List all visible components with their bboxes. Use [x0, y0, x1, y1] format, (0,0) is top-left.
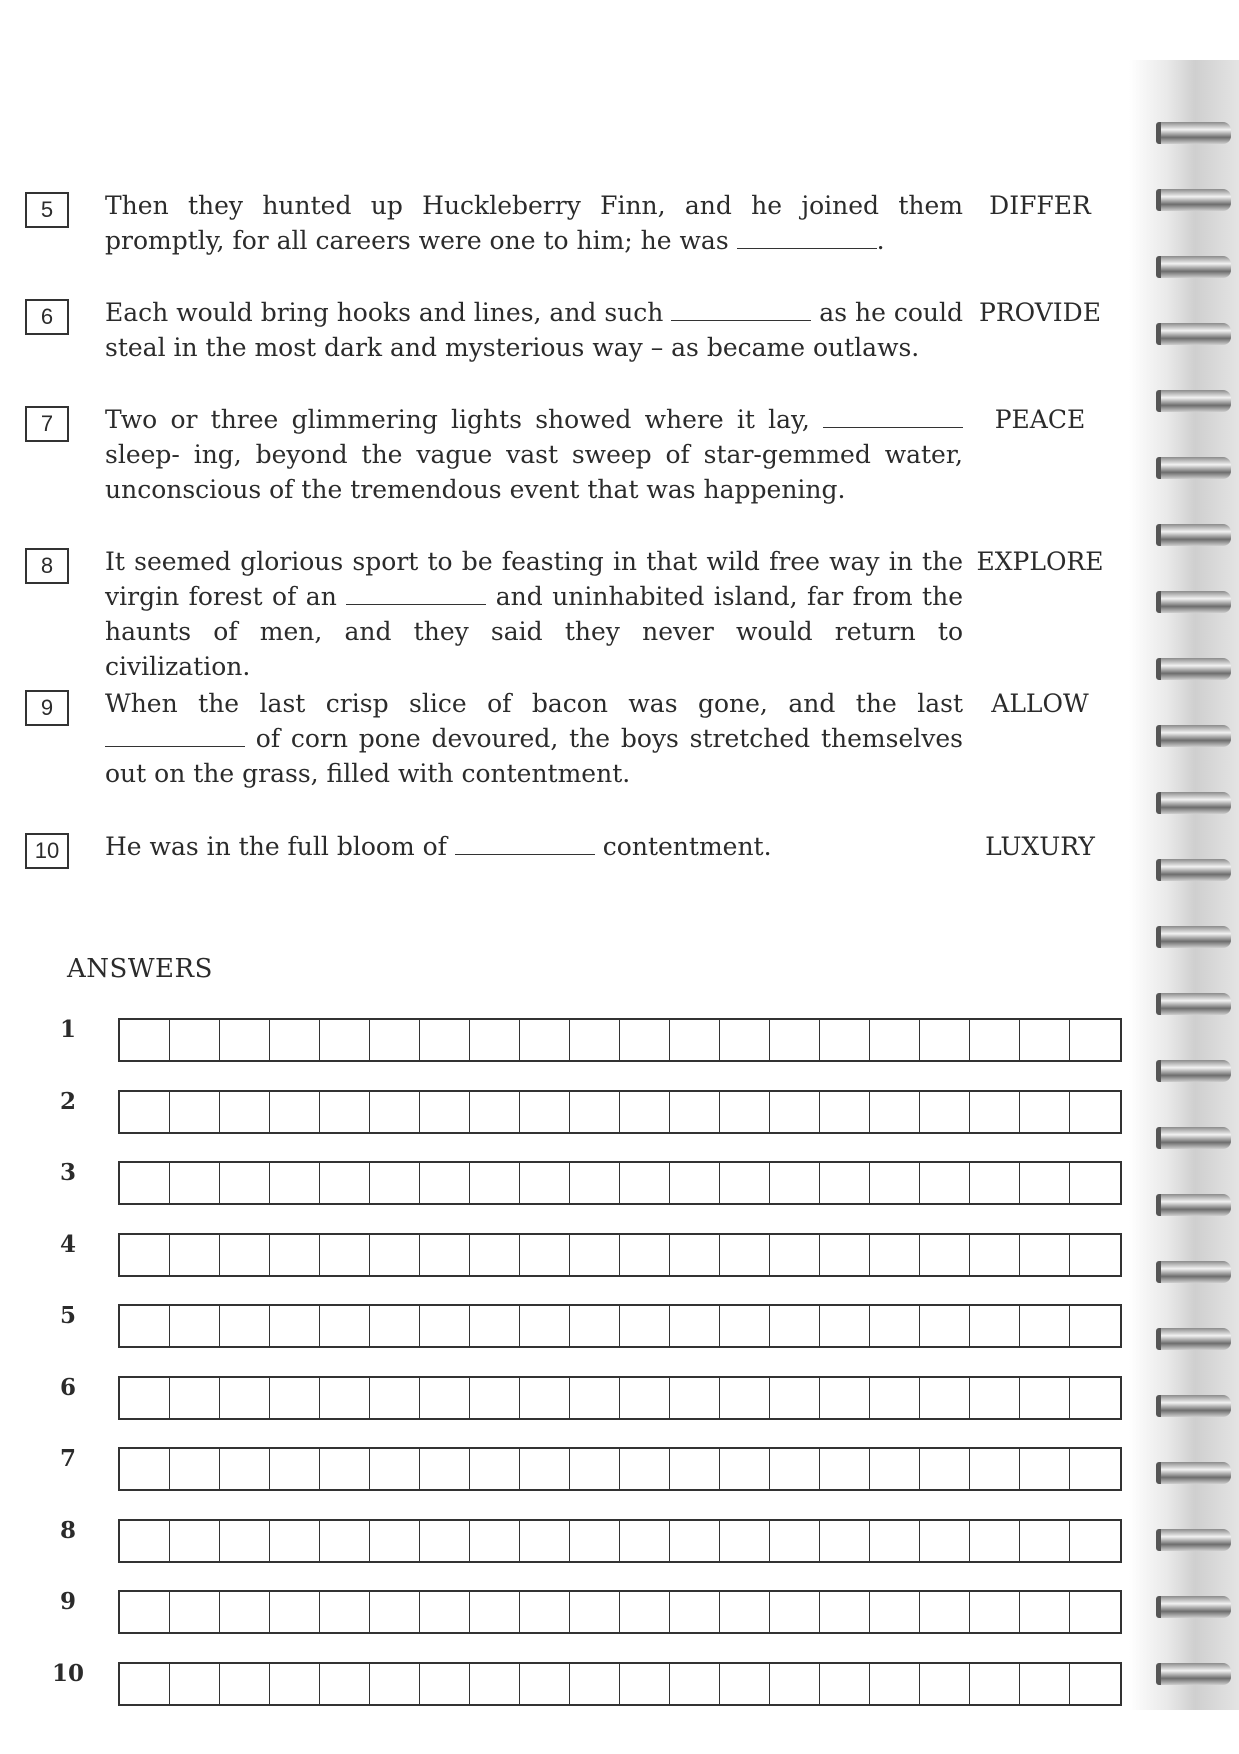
answer-boxes — [118, 1447, 1122, 1491]
answer-cell[interactable] — [420, 1020, 470, 1060]
answer-cell[interactable] — [1020, 1163, 1070, 1203]
answer-cell[interactable] — [120, 1163, 170, 1203]
answer-cell[interactable] — [920, 1449, 970, 1489]
answer-cell[interactable] — [170, 1378, 220, 1418]
answer-cell[interactable] — [570, 1092, 620, 1132]
spiral-coil — [1156, 122, 1231, 144]
answer-cell[interactable] — [920, 1378, 970, 1418]
question-text — [105, 295, 963, 365]
answer-cell[interactable] — [120, 1521, 170, 1561]
answer-cell[interactable] — [670, 1092, 720, 1132]
answer-row — [50, 1516, 1130, 1565]
text-before-blank: Each would bring hooks and lines, and such — [105, 298, 672, 327]
keyword: PEACE — [994, 405, 1086, 434]
answer-cell[interactable] — [120, 1092, 170, 1132]
answer-cell[interactable] — [920, 1521, 970, 1561]
answer-cell[interactable] — [770, 1306, 820, 1346]
answer-cell[interactable] — [820, 1521, 870, 1561]
answer-cell[interactable] — [520, 1664, 570, 1704]
answer-cell[interactable] — [1020, 1449, 1070, 1489]
keyword: ALLOW — [991, 689, 1089, 718]
answer-cell[interactable] — [370, 1378, 420, 1418]
answer-cell[interactable] — [270, 1592, 320, 1632]
answer-cell[interactable] — [570, 1163, 620, 1203]
spiral-coil — [1156, 390, 1231, 412]
answer-cell[interactable] — [470, 1592, 520, 1632]
answer-cell[interactable] — [570, 1235, 620, 1275]
answer-cell[interactable] — [570, 1521, 620, 1561]
text-before-blank: Then they hunted up Huckleberry Finn, and he joined them promptly, for all careers were one to him; he was — [105, 191, 963, 255]
answer-cell[interactable] — [770, 1235, 820, 1275]
answer-cell[interactable] — [470, 1306, 520, 1346]
answer-cell[interactable] — [720, 1163, 770, 1203]
answer-blank[interactable] — [455, 832, 595, 855]
answer-cell[interactable] — [520, 1235, 570, 1275]
answer-cell[interactable] — [220, 1163, 270, 1203]
answer-cell[interactable] — [670, 1306, 720, 1346]
answer-cell[interactable] — [820, 1664, 870, 1704]
answer-cell[interactable] — [520, 1592, 570, 1632]
answer-cell[interactable] — [320, 1092, 370, 1132]
text-after-blank: contentment. — [594, 832, 772, 861]
answer-cell[interactable] — [670, 1449, 720, 1489]
answer-cell[interactable] — [1070, 1521, 1120, 1561]
answer-cell[interactable] — [620, 1378, 670, 1418]
answer-cell[interactable] — [770, 1378, 820, 1418]
answer-cell[interactable] — [1020, 1235, 1070, 1275]
answer-cell[interactable] — [420, 1092, 470, 1132]
answer-cell[interactable] — [120, 1306, 170, 1346]
spiral-coil — [1156, 591, 1231, 613]
spiral-coil — [1156, 1663, 1231, 1685]
answer-cell[interactable] — [270, 1306, 320, 1346]
answer-row-number: 6 — [59, 1373, 76, 1401]
answer-cell[interactable] — [170, 1163, 220, 1203]
answer-blank[interactable] — [737, 226, 877, 249]
answer-row — [50, 1373, 1130, 1422]
answer-row-number: 3 — [59, 1159, 76, 1186]
answer-blank[interactable] — [346, 582, 486, 605]
answer-cell[interactable] — [470, 1020, 520, 1060]
answer-cell[interactable] — [770, 1092, 820, 1132]
answer-cell[interactable] — [620, 1163, 670, 1203]
answer-cell[interactable] — [1070, 1664, 1120, 1704]
answer-cell[interactable] — [320, 1521, 370, 1561]
spiral-coil — [1156, 1395, 1231, 1417]
answer-cell[interactable] — [120, 1020, 170, 1060]
answer-row — [50, 1087, 1130, 1136]
answer-cell[interactable] — [1070, 1020, 1120, 1060]
answer-cell[interactable] — [170, 1235, 220, 1275]
answer-cell[interactable] — [170, 1306, 220, 1346]
text-after-blank: and uninhabited island, far from the haunts of men, and they said they never would return to civilization. — [105, 582, 963, 681]
text-before-blank: He was in the full bloom of — [105, 832, 455, 861]
answer-cell[interactable] — [920, 1306, 970, 1346]
answer-cell[interactable] — [620, 1020, 670, 1060]
answer-cell[interactable] — [270, 1163, 320, 1203]
answer-cell[interactable] — [870, 1163, 920, 1203]
keyword: PROVIDE — [979, 298, 1101, 327]
answer-cell[interactable] — [270, 1449, 320, 1489]
question-number: 7 — [25, 406, 69, 442]
answer-cell[interactable] — [670, 1235, 720, 1275]
answer-cell[interactable] — [670, 1020, 720, 1060]
answer-cell[interactable] — [670, 1592, 720, 1632]
question-text — [105, 829, 963, 864]
answer-cell[interactable] — [770, 1521, 820, 1561]
answer-cell[interactable] — [820, 1592, 870, 1632]
answer-cell[interactable] — [520, 1449, 570, 1489]
answer-cell[interactable] — [370, 1521, 420, 1561]
spiral-coil — [1156, 725, 1231, 747]
answers-title: ANSWERS — [67, 954, 213, 984]
answer-cell[interactable] — [970, 1092, 1020, 1132]
answer-cell[interactable] — [670, 1378, 720, 1418]
answer-row-number: 2 — [59, 1087, 76, 1115]
answer-cell[interactable] — [370, 1306, 420, 1346]
answer-cell[interactable] — [570, 1020, 620, 1060]
answer-boxes — [118, 1376, 1122, 1420]
answer-cell[interactable] — [370, 1235, 420, 1275]
answer-cell[interactable] — [720, 1306, 770, 1346]
answer-cell[interactable] — [770, 1163, 820, 1203]
answer-cell[interactable] — [870, 1521, 920, 1561]
answer-cell[interactable] — [620, 1449, 670, 1489]
answer-cell[interactable] — [220, 1020, 270, 1060]
answer-cell[interactable] — [970, 1235, 1020, 1275]
answer-cell[interactable] — [420, 1378, 470, 1418]
answer-cell[interactable] — [170, 1449, 220, 1489]
spiral-coil — [1156, 1060, 1231, 1082]
answer-cell[interactable] — [520, 1521, 570, 1561]
answer-cell[interactable] — [670, 1664, 720, 1704]
answer-cell[interactable] — [720, 1378, 770, 1418]
answer-cell[interactable] — [320, 1378, 370, 1418]
answer-cell[interactable] — [420, 1235, 470, 1275]
keyword: LUXURY — [985, 832, 1095, 861]
answer-cell[interactable] — [970, 1521, 1020, 1561]
question-text — [105, 686, 963, 791]
answer-cell[interactable] — [1070, 1592, 1120, 1632]
text-before-blank: It seemed glorious sport to be feasting in that wild free way in the virgin forest of an — [105, 547, 963, 611]
answer-cell[interactable] — [320, 1163, 370, 1203]
answer-cell[interactable] — [520, 1092, 570, 1132]
answer-cell[interactable] — [920, 1664, 970, 1704]
answer-cell[interactable] — [920, 1592, 970, 1632]
answer-cell[interactable] — [170, 1592, 220, 1632]
answer-boxes — [118, 1662, 1122, 1706]
answer-cell[interactable] — [270, 1521, 320, 1561]
answer-cell[interactable] — [470, 1163, 520, 1203]
answer-cell[interactable] — [220, 1449, 270, 1489]
answer-cell[interactable] — [570, 1664, 620, 1704]
text-after-blank: of corn pone devoured, the boys stretched themselves out on the grass, filled with contentment. — [105, 724, 963, 788]
answer-cell[interactable] — [1020, 1592, 1070, 1632]
answer-cell[interactable] — [1070, 1235, 1120, 1275]
answer-boxes — [118, 1090, 1122, 1134]
answer-cell[interactable] — [770, 1664, 820, 1704]
answer-row — [50, 1590, 1130, 1636]
answer-boxes — [118, 1233, 1122, 1277]
text-after-blank: sleep- ing, beyond the vague vast sweep of star-gemmed water, unconscious of the tremendous event that was happening. — [105, 440, 963, 504]
answer-cell[interactable] — [320, 1449, 370, 1489]
answer-cell[interactable] — [120, 1235, 170, 1275]
answer-cell[interactable] — [920, 1092, 970, 1132]
answer-row — [50, 1018, 1130, 1064]
answer-cell[interactable] — [470, 1378, 520, 1418]
answer-cell[interactable] — [520, 1020, 570, 1060]
question-text — [105, 544, 963, 684]
text-before-blank: Two or three glimmering lights showed where it lay, — [105, 405, 823, 434]
answer-cell[interactable] — [720, 1235, 770, 1275]
answer-boxes — [118, 1018, 1122, 1062]
answer-cell[interactable] — [1020, 1092, 1070, 1132]
answer-row-number: 4 — [59, 1230, 76, 1258]
answer-cell[interactable] — [770, 1592, 820, 1632]
answer-cell[interactable] — [320, 1235, 370, 1275]
answer-cell[interactable] — [420, 1664, 470, 1704]
answer-cell[interactable] — [570, 1378, 620, 1418]
answer-cell[interactable] — [870, 1306, 920, 1346]
answer-blank[interactable] — [105, 724, 245, 747]
answer-row-number: 9 — [59, 1588, 76, 1615]
answer-cell[interactable] — [220, 1521, 270, 1561]
answer-cell[interactable] — [370, 1592, 420, 1632]
answer-cell[interactable] — [520, 1163, 570, 1203]
answer-cell[interactable] — [570, 1449, 620, 1489]
text-after-blank: as he could steal in the most dark and mysterious way – as became outlaws. — [105, 298, 963, 362]
answer-cell[interactable] — [970, 1592, 1020, 1632]
answer-cell[interactable] — [1070, 1378, 1120, 1418]
answer-cell[interactable] — [220, 1378, 270, 1418]
answer-cell[interactable] — [270, 1235, 320, 1275]
answer-cell[interactable] — [320, 1020, 370, 1060]
answer-row-number: 8 — [59, 1516, 76, 1544]
answer-cell[interactable] — [420, 1521, 470, 1561]
answer-cell[interactable] — [1070, 1163, 1120, 1203]
answer-cell[interactable] — [1020, 1521, 1070, 1561]
answer-cell[interactable] — [1070, 1449, 1120, 1489]
answer-cell[interactable] — [970, 1163, 1020, 1203]
answer-cell[interactable] — [370, 1664, 420, 1704]
answer-cell[interactable] — [920, 1020, 970, 1060]
answer-cell[interactable] — [820, 1449, 870, 1489]
answer-cell[interactable] — [1070, 1306, 1120, 1346]
answer-cell[interactable] — [270, 1020, 320, 1060]
answer-cell[interactable] — [820, 1092, 870, 1132]
answer-cell[interactable] — [370, 1449, 420, 1489]
answer-cell[interactable] — [1020, 1378, 1070, 1418]
answer-cell[interactable] — [170, 1521, 220, 1561]
answer-cell[interactable] — [1070, 1092, 1120, 1132]
answer-row-number: 7 — [59, 1445, 76, 1472]
answer-cell[interactable] — [870, 1378, 920, 1418]
question-number: 8 — [25, 548, 69, 584]
spiral-coil — [1156, 1194, 1231, 1216]
answer-cell[interactable] — [670, 1163, 720, 1203]
spiral-coil — [1156, 1462, 1231, 1484]
keyword: DIFFER — [989, 191, 1091, 220]
answer-cell[interactable] — [570, 1592, 620, 1632]
question-text — [105, 188, 963, 258]
spiral-coil — [1156, 1261, 1231, 1283]
spiral-coil — [1156, 1127, 1231, 1149]
answer-cell[interactable] — [670, 1521, 720, 1561]
answer-cell[interactable] — [870, 1235, 920, 1275]
answer-cell[interactable] — [1020, 1020, 1070, 1060]
answer-cell[interactable] — [620, 1235, 670, 1275]
answer-cell[interactable] — [470, 1092, 520, 1132]
spiral-coil — [1156, 993, 1231, 1015]
answer-cell[interactable] — [520, 1378, 570, 1418]
answer-cell[interactable] — [970, 1306, 1020, 1346]
answer-cell[interactable] — [220, 1306, 270, 1346]
answer-cell[interactable] — [120, 1592, 170, 1632]
answer-cell[interactable] — [1020, 1664, 1070, 1704]
answer-cell[interactable] — [820, 1306, 870, 1346]
answer-blank[interactable] — [823, 405, 963, 428]
question-text — [105, 402, 963, 507]
answer-cell[interactable] — [320, 1592, 370, 1632]
spiral-coil — [1156, 792, 1231, 814]
answer-cell[interactable] — [270, 1664, 320, 1704]
question-number: 5 — [25, 192, 69, 228]
answer-cell[interactable] — [470, 1521, 520, 1561]
answer-cell[interactable] — [870, 1592, 920, 1632]
spiral-coil — [1156, 859, 1231, 881]
spiral-coil — [1156, 1328, 1231, 1350]
answer-boxes — [118, 1590, 1122, 1634]
answer-cell[interactable] — [720, 1449, 770, 1489]
keyword: EXPLORE — [976, 547, 1104, 576]
answer-cell[interactable] — [620, 1092, 670, 1132]
answer-row — [50, 1447, 1130, 1493]
answer-cell[interactable] — [920, 1163, 970, 1203]
answer-cell[interactable] — [270, 1092, 320, 1132]
answer-cell[interactable] — [470, 1235, 520, 1275]
answer-row — [50, 1230, 1130, 1279]
answer-cell[interactable] — [720, 1592, 770, 1632]
answer-cell[interactable] — [370, 1092, 420, 1132]
answer-cell[interactable] — [620, 1521, 670, 1561]
spiral-coil — [1156, 1529, 1231, 1551]
answer-boxes — [118, 1304, 1122, 1348]
answer-cell[interactable] — [220, 1235, 270, 1275]
answer-cell[interactable] — [470, 1664, 520, 1704]
answer-cell[interactable] — [620, 1306, 670, 1346]
answer-row-number: 10 — [51, 1659, 84, 1687]
answer-cell[interactable] — [420, 1592, 470, 1632]
answer-cell[interactable] — [820, 1020, 870, 1060]
answer-cell[interactable] — [970, 1378, 1020, 1418]
answer-cell[interactable] — [970, 1020, 1020, 1060]
answer-blank[interactable] — [671, 298, 811, 321]
answer-cell[interactable] — [720, 1664, 770, 1704]
answer-cell[interactable] — [770, 1449, 820, 1489]
spiral-coil — [1156, 457, 1231, 479]
answer-cell[interactable] — [420, 1449, 470, 1489]
answer-cell[interactable] — [620, 1592, 670, 1632]
answer-cell[interactable] — [570, 1306, 620, 1346]
answer-cell[interactable] — [1020, 1306, 1070, 1346]
text-after-blank: . — [876, 226, 885, 255]
answer-cell[interactable] — [970, 1449, 1020, 1489]
answer-cell[interactable] — [420, 1163, 470, 1203]
answer-cell[interactable] — [370, 1020, 420, 1060]
answer-cell[interactable] — [820, 1163, 870, 1203]
answer-cell[interactable] — [220, 1092, 270, 1132]
spiral-coil — [1156, 926, 1231, 948]
answer-cell[interactable] — [720, 1020, 770, 1060]
answer-cell[interactable] — [770, 1020, 820, 1060]
spiral-coil — [1156, 189, 1231, 211]
answer-cell[interactable] — [120, 1664, 170, 1704]
answer-row — [50, 1304, 1130, 1350]
answer-cell[interactable] — [720, 1521, 770, 1561]
answer-cell[interactable] — [520, 1306, 570, 1346]
answer-cell[interactable] — [470, 1449, 520, 1489]
answer-cell[interactable] — [170, 1092, 220, 1132]
question-number: 10 — [25, 833, 69, 869]
answer-cell[interactable] — [220, 1592, 270, 1632]
answer-cell[interactable] — [720, 1092, 770, 1132]
answer-cell[interactable] — [320, 1664, 370, 1704]
answer-row — [50, 1659, 1130, 1708]
answer-cell[interactable] — [820, 1378, 870, 1418]
spiral-coil — [1156, 256, 1231, 278]
answer-cell[interactable] — [920, 1235, 970, 1275]
answer-cell[interactable] — [220, 1664, 270, 1704]
spiral-coil — [1156, 323, 1231, 345]
answer-boxes — [118, 1519, 1122, 1563]
answer-cell[interactable] — [320, 1306, 370, 1346]
answer-cell[interactable] — [120, 1449, 170, 1489]
spiral-coil — [1156, 1596, 1231, 1618]
answer-cell[interactable] — [170, 1020, 220, 1060]
text-before-blank: When the last crisp slice of bacon was gone, and the last — [105, 689, 963, 718]
answer-cell[interactable] — [870, 1092, 920, 1132]
answer-cell[interactable] — [370, 1163, 420, 1203]
question-number: 6 — [25, 299, 69, 335]
answer-cell[interactable] — [870, 1020, 920, 1060]
answer-cell[interactable] — [120, 1378, 170, 1418]
answer-row-number: 5 — [59, 1302, 76, 1329]
answer-cell[interactable] — [870, 1664, 920, 1704]
answer-row-number: 1 — [59, 1016, 76, 1043]
spiral-coil — [1156, 658, 1231, 680]
answer-cell[interactable] — [420, 1306, 470, 1346]
spiral-coil — [1156, 524, 1231, 546]
answer-boxes — [118, 1161, 1122, 1205]
answer-cell[interactable] — [620, 1664, 670, 1704]
answer-cell[interactable] — [270, 1378, 320, 1418]
answer-cell[interactable] — [970, 1664, 1020, 1704]
answer-cell[interactable] — [820, 1235, 870, 1275]
answer-row — [50, 1161, 1130, 1207]
question-number: 9 — [25, 690, 69, 726]
answer-cell[interactable] — [170, 1664, 220, 1704]
answer-cell[interactable] — [870, 1449, 920, 1489]
